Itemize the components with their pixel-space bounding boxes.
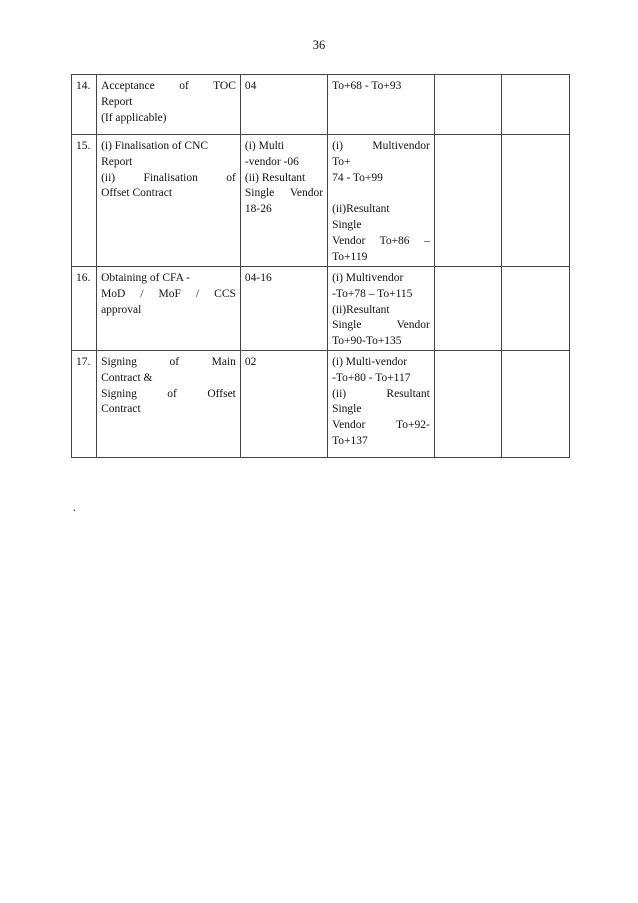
timeline-cell: (i) Multi-vendor -To+80 - To+117 (ii) Resultant Single Vendor To+92- To+137 [328, 350, 435, 457]
duration-cell: 04 [240, 75, 327, 135]
timeline-cell: (i) Multivendor -To+78 – To+115 (ii)Resultant Single Vendor To+90-To+135 [328, 267, 435, 351]
blank-cell [434, 75, 502, 135]
activity-cell: Obtaining of CFA - MoD / MoF / CCS approval [97, 267, 241, 351]
page-number: 36 [312, 38, 326, 52]
table-row [72, 350, 570, 457]
trailing-dot: . [73, 500, 76, 514]
activity-cell: (i) Finalisation of CNC Report (ii) Finalisation of Offset Contract [97, 135, 241, 267]
table-row [72, 75, 570, 135]
serial-number-cell: 17. [72, 350, 97, 457]
duration-cell: 02 [240, 350, 327, 457]
blank-cell [502, 135, 570, 267]
duration-cell: 04-16 [240, 267, 327, 351]
table-row [72, 135, 570, 267]
blank-cell [502, 267, 570, 351]
blank-cell [434, 350, 502, 457]
activity-cell: Acceptance of TOC Report (If applicable) [97, 75, 241, 135]
timeline-cell: To+68 - To+93 [328, 75, 435, 135]
blank-cell [434, 135, 502, 267]
serial-number-cell: 16. [72, 267, 97, 351]
duration-cell: (i) Multi -vendor -06 (ii) Resultant Single Vendor 18-26 [240, 135, 327, 267]
blank-cell [502, 350, 570, 457]
serial-number-cell: 14. [72, 75, 97, 135]
blank-cell [434, 267, 502, 351]
table-row [72, 267, 570, 351]
activity-cell: Signing of Main Contract & Signing of Offset Contract [97, 350, 241, 457]
blank-cell [502, 75, 570, 135]
serial-number-cell: 15. [72, 135, 97, 267]
timeline-cell: (i) Multivendor To+ 74 - To+99 (ii)Resultant Single Vendor To+86 – To+119 [328, 135, 435, 267]
schedule-table [71, 74, 570, 458]
